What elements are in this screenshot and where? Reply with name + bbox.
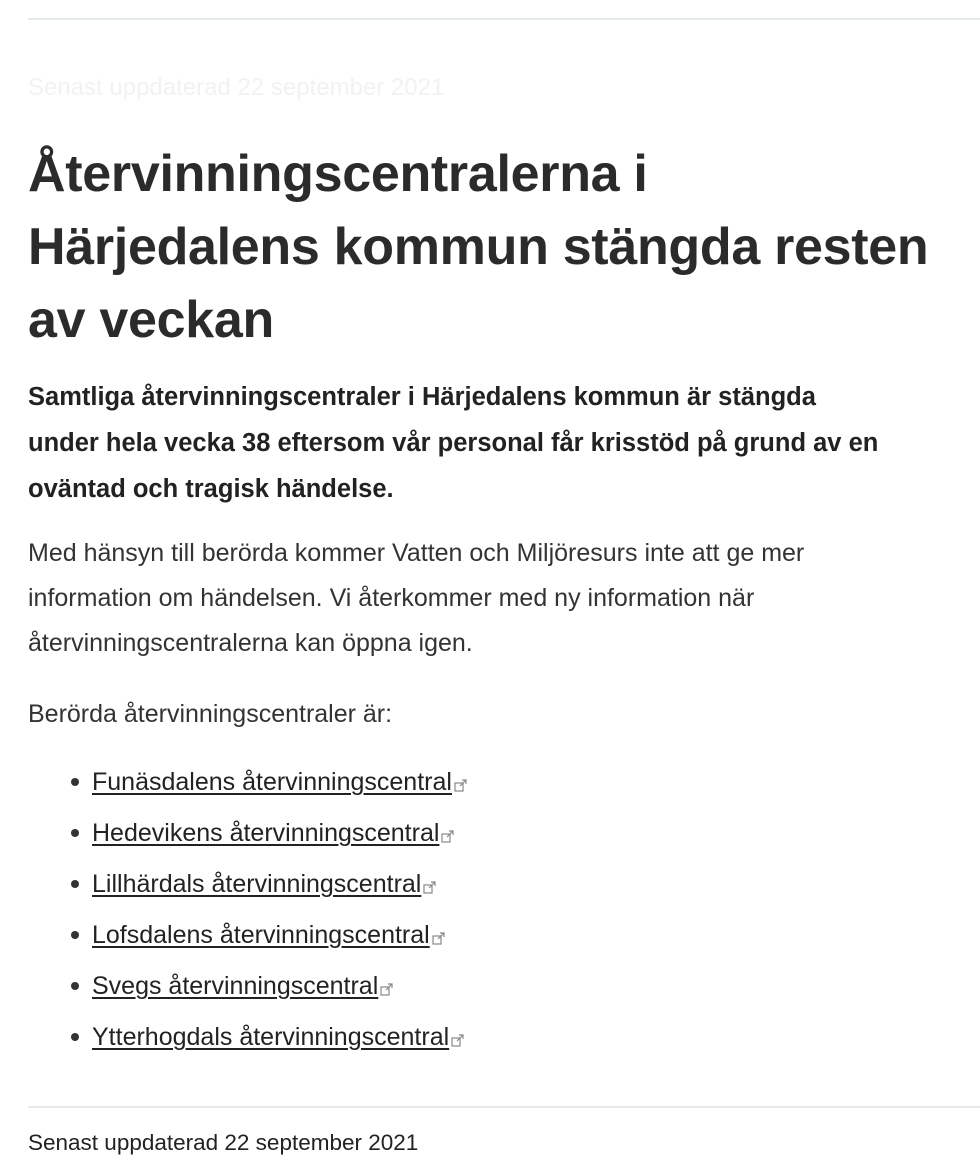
ingress-line: Samtliga återvinningscentraler i Härjedalens kommun är stängda — [28, 383, 816, 411]
external-link-icon — [441, 830, 454, 843]
ingress-line: oväntad och tragisk händelse. — [28, 475, 394, 503]
bullet-icon — [71, 880, 79, 888]
page-title-line: Återvinningscentralerna i — [28, 145, 648, 203]
bullet-icon — [71, 778, 79, 786]
link-sveg[interactable]: Svegs återvinningscentral — [92, 972, 379, 1000]
page-title-line: av veckan — [28, 291, 274, 349]
external-link-icon — [451, 1034, 464, 1047]
link-lofsdalen[interactable]: Lofsdalens återvinningscentral — [92, 921, 430, 949]
top-divider — [28, 18, 980, 20]
bullet-icon — [71, 931, 79, 939]
article-ingress — [28, 374, 980, 512]
list-intro: Berörda återvinningscentraler är: — [28, 700, 393, 728]
body-line: Med hänsyn till berörda kommer Vatten och Miljöresurs inte att ge mer — [28, 539, 805, 567]
external-link-icon — [423, 881, 436, 894]
list-item — [92, 961, 467, 1012]
external-link-icon — [454, 779, 467, 792]
recycling-center-list — [92, 757, 467, 1063]
list-item — [92, 1012, 467, 1063]
bullet-icon — [71, 982, 79, 990]
body-line: återvinningscentralerna kan öppna igen. — [28, 629, 473, 657]
list-item — [92, 757, 467, 808]
last-updated: Senast uppdaterad 22 september 2021 — [28, 1130, 419, 1155]
body-line: information om händelsen. Vi återkommer med ny information när — [28, 584, 755, 612]
link-ytterhogdal[interactable]: Ytterhogdals återvinningscentral — [92, 1023, 450, 1051]
list-item — [92, 910, 467, 961]
list-item — [92, 808, 467, 859]
article-body — [28, 531, 980, 666]
page-title — [28, 138, 980, 357]
list-item — [92, 859, 467, 910]
ingress-line: under hela vecka 38 eftersom vår personal får krisstöd på grund av en — [28, 429, 879, 457]
faded-last-updated: Senast uppdaterad 22 september 2021 — [28, 74, 445, 101]
link-lillhardal[interactable]: Lillhärdals återvinningscentral — [92, 870, 422, 898]
external-link-icon — [432, 932, 445, 945]
external-link-icon — [380, 983, 393, 996]
link-funasdalen[interactable]: Funäsdalens återvinningscentral — [92, 768, 452, 796]
bottom-divider — [28, 1106, 980, 1108]
bullet-icon — [71, 1033, 79, 1041]
link-hedeviken[interactable]: Hedevikens återvinningscentral — [92, 819, 440, 847]
bullet-icon — [71, 829, 79, 837]
page-title-line: Härjedalens kommun stängda resten — [28, 218, 929, 276]
